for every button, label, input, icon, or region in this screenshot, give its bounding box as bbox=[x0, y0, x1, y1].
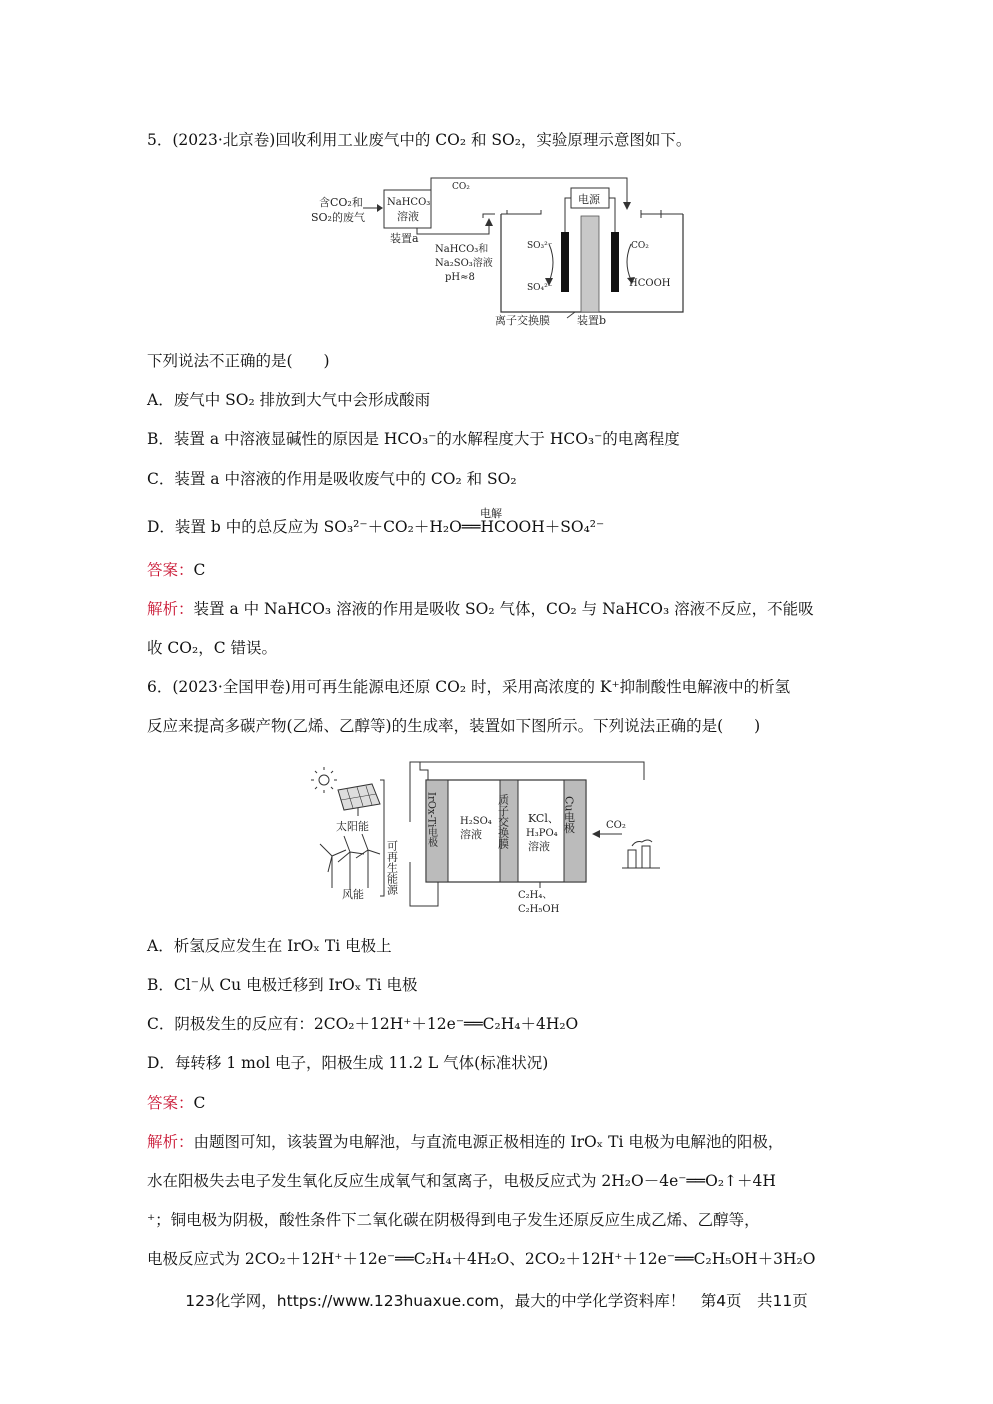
q5-membrane bbox=[581, 216, 599, 312]
q5-co2-right-label: CO₂ bbox=[631, 241, 649, 251]
q6-product-label-1: C₂H₄、 bbox=[518, 890, 553, 901]
q5-so4-label: SO₄²⁻ bbox=[527, 283, 553, 293]
q6-kcl-label-3: 溶液 bbox=[528, 840, 550, 853]
q6-stem-2: 反应来提高多碳产物(乙烯、乙醇等)的生成率，装置如下图所示。下列说法正确的是( ) bbox=[147, 717, 761, 735]
q5-option-d: D．装置 b 中的总反应为 SO₃²⁻＋CO₂＋H₂O══HCOOH＋SO₄²⁻ bbox=[147, 518, 605, 536]
q6-answer-label: 答案： bbox=[147, 1094, 194, 1112]
q5-option-b: B．装置 a 中溶液显碱性的原因是 HCO₃⁻的水解程度大于 HCO₃⁻的电离程度 bbox=[147, 430, 680, 448]
q5-diagram bbox=[305, 172, 690, 332]
factory-icon bbox=[622, 840, 660, 868]
q5-solution-label-3: pH≈8 bbox=[445, 272, 475, 283]
q6-option-b: B．Cl⁻从 Cu 电极迁移到 IrOₓ Ti 电极 bbox=[147, 976, 418, 994]
q5-answer-value: C bbox=[193, 561, 206, 579]
q5-solution-label-1: NaHCO₃和 bbox=[435, 244, 489, 255]
q5-co2-label: CO₂ bbox=[452, 182, 470, 192]
q5-analysis-line-1 bbox=[147, 598, 814, 620]
q6-answer-value: C bbox=[193, 1094, 206, 1112]
q5-option-c: C．装置 a 中溶液的作用是吸收废气中的 CO₂ 和 SO₂ bbox=[147, 470, 517, 488]
q6-stem-1: 6．(2023·全国甲卷)用可再生能源电还原 CO₂ 时，采用高浓度的 K⁺抑制酸性电解液中的析氢 bbox=[147, 678, 791, 696]
q6-answer bbox=[147, 1092, 205, 1114]
q6-option-c: C．阴极发生的反应有：2CO₂＋12H⁺＋12e⁻══C₂H₄＋4H₂O bbox=[147, 1015, 579, 1033]
sun-icon bbox=[319, 775, 329, 785]
q5-solution-label-2: Na₂SO₃溶液 bbox=[435, 258, 493, 269]
q5-prompt: 下列说法不正确的是( ) bbox=[147, 352, 330, 370]
q5-analysis-label: 解析： bbox=[147, 600, 194, 618]
q6-analysis-line-3: ⁺；铜电极为阴极，酸性条件下二氧化碳在阴极得到电子发生还原反应生成乙烯、乙醇等， bbox=[147, 1211, 760, 1229]
q5-power-label: 电源 bbox=[578, 193, 600, 206]
q6-kcl-label-2: H₃PO₄ bbox=[526, 828, 558, 839]
q5-stem: 5．(2023·北京卷)回收利用工业废气中的 CO₂ 和 SO₂，实验原理示意图如下。 bbox=[147, 131, 692, 149]
q5-membrane-label: 离子交换膜 bbox=[495, 314, 550, 327]
q5-anode bbox=[561, 232, 569, 292]
q5-answer bbox=[147, 559, 205, 581]
solar-panel-icon bbox=[338, 784, 380, 816]
q6-analysis-line-1 bbox=[147, 1131, 783, 1153]
wind-turbine-icon bbox=[320, 834, 380, 890]
q6-analysis-text-1: 由题图可知，该装置为电解池，与直流电源正极相连的 IrOₓ Ti 电极为电解池的阳极， bbox=[193, 1133, 784, 1151]
q6-product-label-2: C₂H₅OH bbox=[518, 904, 560, 915]
q5-device-b-label: 装置b bbox=[577, 314, 607, 327]
q5-gas-in-label-1: 含CO₂和 bbox=[319, 196, 363, 209]
q6-anode-label: IrOx-Ti电极 bbox=[425, 792, 437, 848]
q6-renewable-label: 可再生能源 bbox=[385, 840, 399, 895]
q6-option-d: D．每转移 1 mol 电子，阳极生成 11.2 L 气体(标准状况) bbox=[147, 1054, 549, 1072]
q5-analysis-line-2: 收 CO₂，C 错误。 bbox=[147, 639, 277, 657]
q6-pem-label: 质子交换膜 bbox=[496, 794, 510, 849]
page-footer: 123化学网，https://www.123huaxue.com，最大的中学化学资料库！ 第4页 共11页 bbox=[185, 1292, 808, 1310]
q6-analysis-line-4: 电极反应式为 2CO₂＋12H⁺＋12e⁻══C₂H₄＋4H₂O、2CO₂＋12H⁺＋12e⁻══C₂H₅OH＋3H₂O bbox=[147, 1250, 816, 1268]
q6-cathode-label: Cu电极 bbox=[562, 796, 576, 834]
q6-wind-label: 风能 bbox=[342, 888, 364, 901]
q6-co2-label: CO₂ bbox=[606, 820, 626, 831]
q6-diagram bbox=[310, 758, 690, 918]
q5-analysis-text-1: 装置 a 中 NaHCO₃ 溶液的作用是吸收 SO₂ 气体，CO₂ 与 NaHCO₃ 溶液不反应，不能吸 bbox=[193, 600, 814, 618]
q6-h2so4-label-1: H₂SO₄ bbox=[460, 816, 492, 827]
q5-reaction-condition: 电解 bbox=[480, 507, 502, 520]
q5-device-a-label: 装置a bbox=[390, 232, 419, 245]
q6-analysis-line-2: 水在阳极失去电子发生氧化反应生成氧气和氢离子，电极反应式为 2H₂O－4e⁻══O₂↑＋4H bbox=[147, 1172, 776, 1190]
q6-h2so4-label-2: 溶液 bbox=[460, 828, 482, 841]
q5-hcooh-label: HCOOH bbox=[629, 278, 671, 289]
q6-analysis-label: 解析： bbox=[147, 1133, 194, 1151]
q5-nahco3-label-1: NaHCO₃ bbox=[387, 197, 431, 208]
q6-solar-label: 太阳能 bbox=[336, 820, 369, 833]
q5-answer-label: 答案： bbox=[147, 561, 194, 579]
q5-gas-in-label-2: SO₂的废气 bbox=[311, 211, 365, 224]
q6-kcl-label-1: KCl、 bbox=[528, 812, 559, 825]
q5-option-a: A．废气中 SO₂ 排放到大气中会形成酸雨 bbox=[147, 391, 431, 409]
q5-cathode bbox=[611, 232, 619, 292]
q6-option-a: A．析氢反应发生在 IrOₓ Ti 电极上 bbox=[147, 937, 392, 955]
q5-so3-label: SO₃²⁻ bbox=[527, 241, 553, 251]
q5-nahco3-label-2: 溶液 bbox=[397, 210, 419, 223]
